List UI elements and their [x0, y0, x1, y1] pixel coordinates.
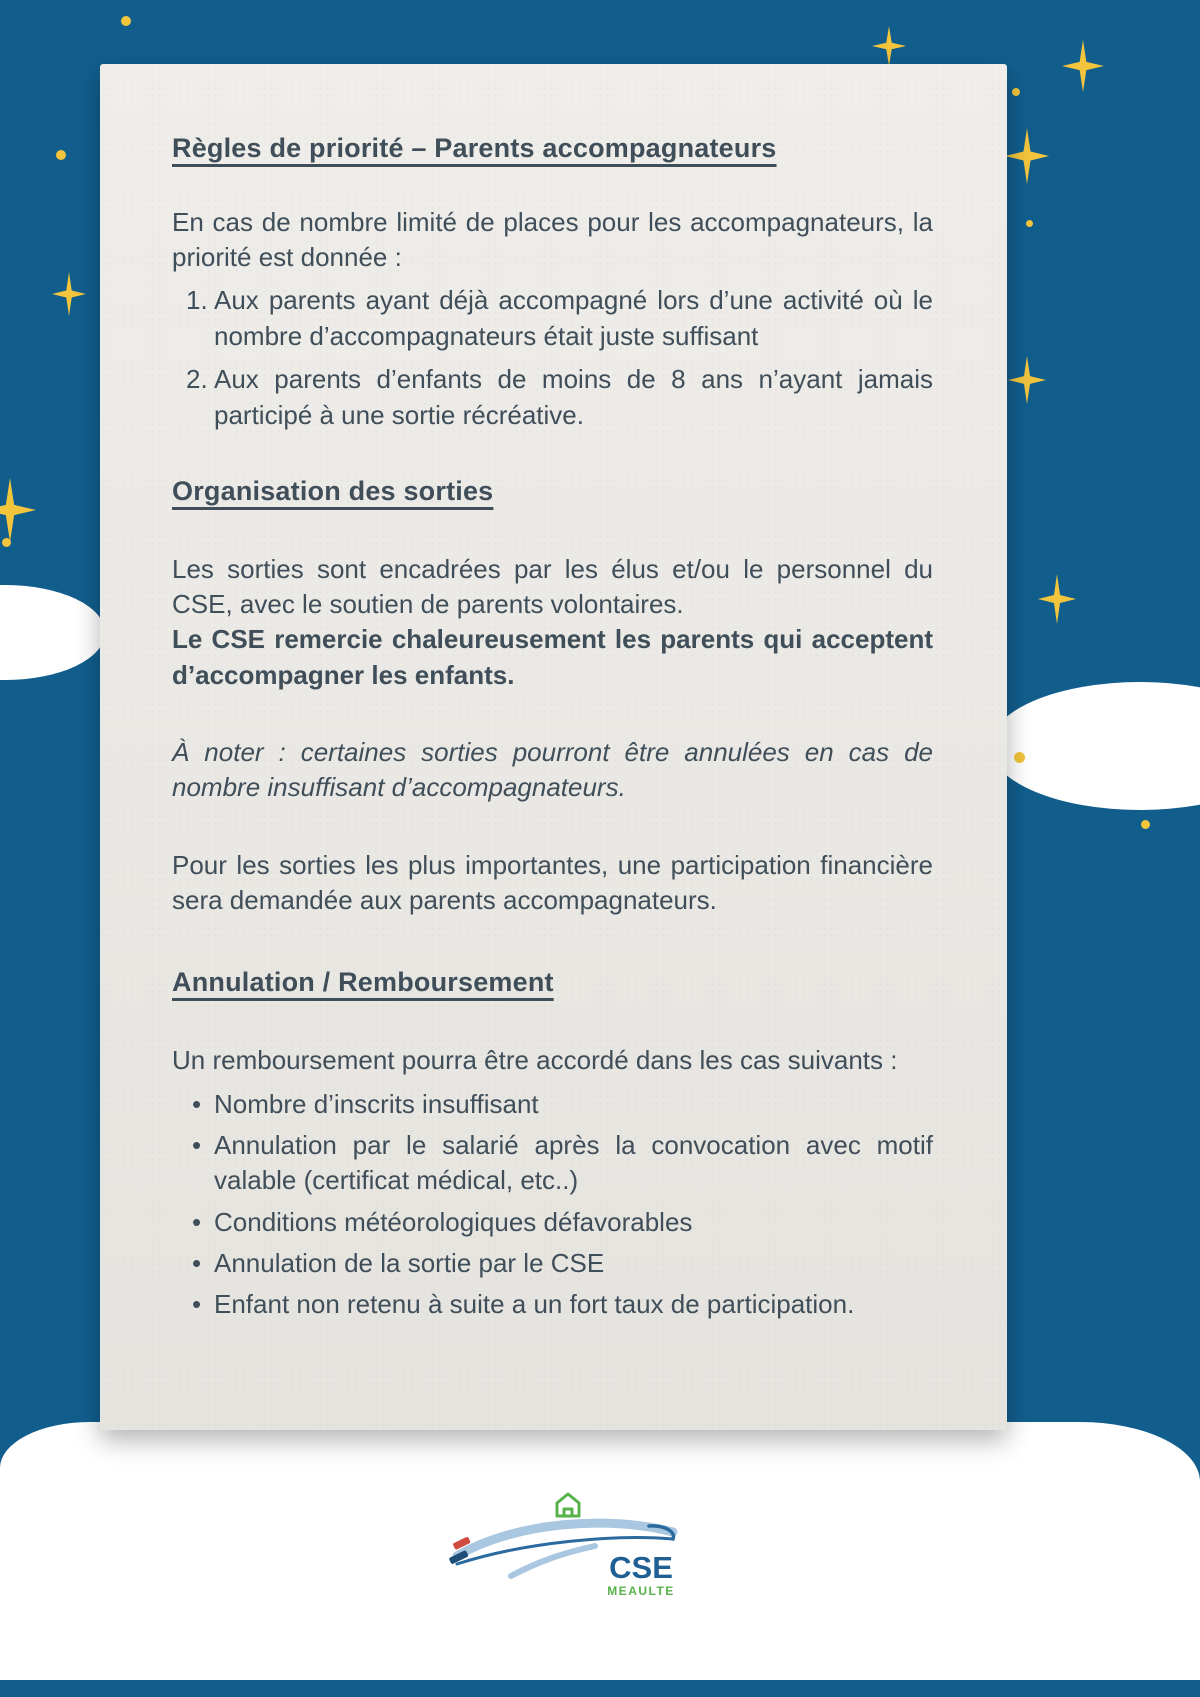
logo-subtitle-text: MEAULTE [607, 1584, 675, 1598]
list-item-text: Annulation par le salarié après la convocation avec motif valable (certificat médical, etc..) [214, 1129, 933, 1196]
priority-numbered-list [172, 283, 933, 432]
list-item [172, 283, 933, 354]
dot-icon [56, 150, 66, 160]
wing-swoosh [511, 1546, 595, 1576]
dot-icon [2, 538, 11, 547]
organisation-paragraph: Les sorties sont encadrées par les élus et/ou le personnel du CSE, avec le soutien de parents volontaires. [172, 553, 933, 619]
list-item [172, 1128, 933, 1199]
sparkle-icon [0, 478, 36, 542]
sparkle-icon [1062, 40, 1104, 92]
list-item [172, 1087, 933, 1122]
cloud-shape-left [0, 585, 105, 680]
sparkle-icon [1005, 128, 1049, 184]
heading-organisation: Organisation des sorties [172, 475, 494, 506]
refund-intro-paragraph: Un remboursement pourra être accordé dans les cas suivants : [172, 1045, 898, 1076]
list-item-text: Conditions météorologiques défavorables [214, 1206, 693, 1237]
list-item [172, 1287, 933, 1322]
airplane-sketch-icon [445, 1482, 685, 1607]
dot-icon [121, 16, 131, 26]
dot-icon [1026, 220, 1033, 227]
sparkle-icon [1038, 574, 1076, 624]
list-item [172, 1205, 933, 1240]
bullet-icon: • [192, 1206, 202, 1237]
cloud-shape-right [990, 682, 1200, 810]
sparkle-icon [872, 26, 906, 66]
bullet-icon: • [192, 1129, 202, 1160]
organisation-thanks-paragraph: Le CSE remercie chaleureusement les parents qui acceptent d’accompagner les enfants. [172, 624, 933, 690]
cse-meaulte-logo [445, 1482, 685, 1612]
bullet-icon: • [192, 1289, 202, 1320]
participation-paragraph: Pour les sorties les plus importantes, une participation financière sera demandée aux parents accompagnateurs. [172, 849, 933, 916]
dot-icon [1141, 820, 1150, 829]
refund-bullet-list [172, 1087, 933, 1323]
heading-priority-rules: Règles de priorité – Parents accompagnateurs [172, 133, 777, 163]
green-cargo-icon [557, 1494, 579, 1516]
list-number: 1. [186, 285, 208, 316]
dot-icon [1012, 88, 1020, 96]
priority-intro-paragraph: En cas de nombre limité de places pour les accompagnateurs, la priorité est donnée : [172, 206, 933, 273]
dot-icon [1014, 752, 1025, 763]
list-item-text: Aux parents d’enfants de moins de 8 ans n’ayant jamais participé à une sortie récréative. [214, 364, 933, 430]
list-number: 2. [186, 364, 208, 395]
list-item-text: Enfant non retenu à suite a un fort taux de participation. [214, 1289, 855, 1320]
logo-title-text: CSE [609, 1550, 673, 1585]
list-item-text: Aux parents ayant déjà accompagné lors d’une activité où le nombre d’accompagnateurs était juste suffisant [214, 285, 933, 351]
document-page [100, 64, 1007, 1430]
bullet-icon: • [192, 1247, 202, 1278]
list-item-text: Annulation de la sortie par le CSE [214, 1247, 605, 1278]
list-item [172, 362, 933, 433]
sparkle-icon [52, 272, 86, 316]
document-content [100, 64, 1007, 1430]
heading-refund: Annulation / Remboursement [172, 967, 554, 998]
note-paragraph: À noter : certaines sorties pourront être annulées en cas de nombre insuffisant d’accompagnateurs. [172, 737, 933, 803]
bullet-icon: • [192, 1088, 202, 1119]
list-item-text: Nombre d’inscrits insuffisant [214, 1088, 539, 1119]
list-item [172, 1246, 933, 1281]
sparkle-icon [1008, 356, 1046, 404]
